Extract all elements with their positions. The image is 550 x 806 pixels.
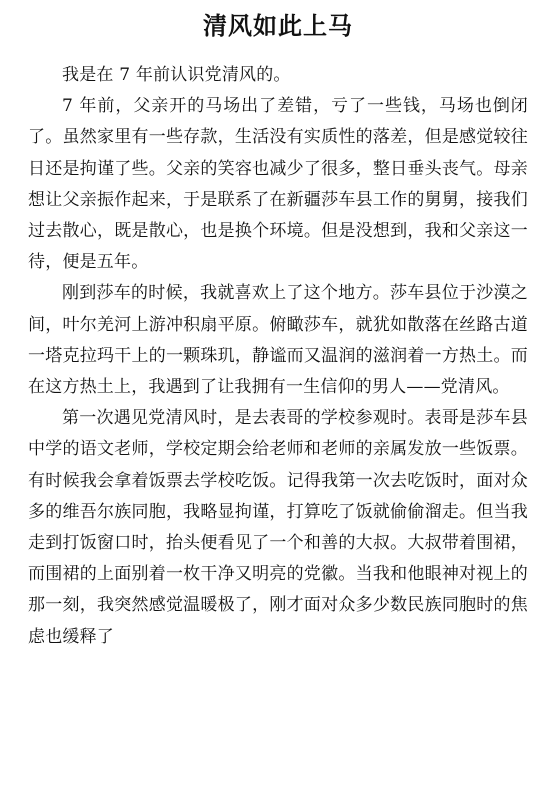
paragraph-1: 我是在 7 年前认识党清风的。	[62, 65, 291, 85]
paragraph-3: 刚到莎车的时候，我就喜欢上了这个地方。莎车县位于沙漠之间，叶尔羌河上游冲积扇平原。俯瞰莎车，就犹如散落在丝路古道一塔克拉玛干上的一颗珠玑，静谧而又温润的滋润着一方热土。而在这方热土上，我遇到了让我拥有一生信仰的男人——党清风。	[28, 283, 528, 398]
paragraph-4: 第一次遇见党清风时，是去表哥的学校参观时。表哥是莎车县中学的语文老师，学校定期会给老师和老师的亲属发放一些饭票。有时候我会拿着饭票去学校吃饭。记得我第一次去吃饭时，面对众多的维吾尔族同胞，我略显拘谨，打算吃了饭就偷偷溜走。但当我走到打饭窗口时，抬头便看见了一个和善的大叔。大叔带着围裙，而围裙的上面别着一枚干净又明亮的党徽。当我和他眼神对视上的那一刻，我突然感觉温暖极了，刚才面对众多少数民族同胞时的焦虑也缓释了	[28, 408, 528, 647]
document-title: 清风如此上马	[203, 12, 353, 40]
paragraph-2: 7 年前，父亲开的马场出了差错，亏了一些钱，马场也倒闭了。虽然家里有一些存款，生活没有实质性的落差，但是感觉较往日还是拘谨了些。父亲的笑容也减少了很多，整日垂头丧气。母亲想让父亲振作起来，于是联系了在新疆莎车县工作的舅舅，接我们过去散心，既是散心，也是换个环境。但是没想到，我和父亲这一待，便是五年。	[28, 96, 528, 273]
